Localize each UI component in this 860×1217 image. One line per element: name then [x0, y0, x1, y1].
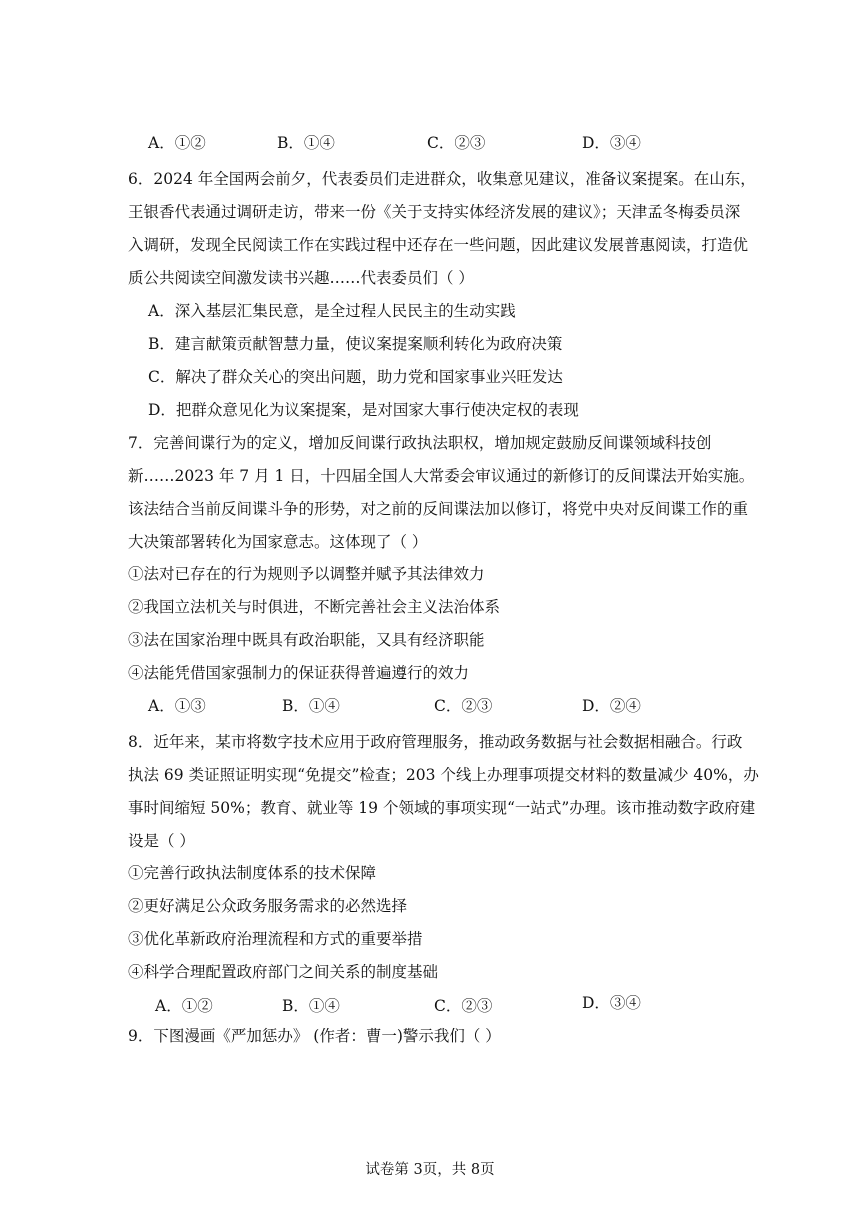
- q7-option-b: B．①④: [282, 697, 340, 715]
- q7-stem-line-2: 新……2023 年 7 月 1 日，十四届全国人大常委会审议通过的新修订的反间谍法开始实施。: [128, 467, 755, 485]
- q7-option-d: D．②④: [582, 697, 641, 715]
- q7-statement-3: ③法在国家治理中既具有政治职能，又具有经济职能: [128, 631, 485, 649]
- q7-stem-line-3: 该法结合当前反间谍斗争的形势，对之前的反间谍法加以修订，将党中央对反间谍工作的重: [128, 500, 749, 518]
- q8-option-c: C．②③: [434, 997, 493, 1015]
- q6-stem-line-4: 质公共阅读空间激发读书兴趣……代表委员们（ ）: [128, 269, 474, 287]
- q8-stem-line-4: 设是（ ）: [128, 832, 195, 850]
- q7-stem-line-1: 7．完善间谍行为的定义，增加反间谍行政执法职权，增加规定鼓励反间谍领域科技创: [128, 434, 712, 452]
- page-footer: 试卷第 3页，共 8页: [365, 1162, 495, 1178]
- q6-stem-line-3: 入调研，发现全民阅读工作在实践过程中还存在一些问题，因此建议发展普惠阅读，打造优: [128, 236, 749, 254]
- q5-option-b: B．①④: [277, 134, 335, 152]
- q7-statement-4: ④法能凭借国家强制力的保证获得普遍遵行的效力: [128, 664, 470, 682]
- q8-option-a: A．①②: [155, 997, 213, 1015]
- q5-option-c: C．②③: [427, 134, 486, 152]
- q6-choice-a: A．深入基层汇集民意，是全过程人民民主的生动实践: [148, 302, 516, 320]
- q7-stem-line-4: 大决策部署转化为国家意志。这体现了（ ）: [128, 533, 428, 551]
- q8-statement-4: ④科学合理配置政府部门之间关系的制度基础: [128, 963, 439, 981]
- q8-stem-line-1: 8．近年来，某市将数字技术应用于政府管理服务，推动政务数据与社会数据相融合。行政: [128, 733, 743, 751]
- q6-choice-c: C．解决了群众关心的突出问题，助力党和国家事业兴旺发达: [148, 368, 563, 386]
- q8-statement-1: ①完善行政执法制度体系的技术保障: [128, 864, 377, 882]
- q8-option-b: B．①④: [282, 997, 340, 1015]
- q8-stem-line-2: 执法 69 类证照证明实现“免提交”检查；203 个线上办理事项提交材料的数量减少 40%，办: [128, 766, 759, 784]
- q8-option-d: D．③④: [582, 994, 641, 1012]
- q8-statement-3: ③优化革新政府治理流程和方式的重要举措: [128, 930, 423, 948]
- q5-option-d: D．③④: [582, 134, 641, 152]
- q9-stem: 9．下图漫画《严加惩办》 (作者：曹一)警示我们（ ）: [128, 1027, 501, 1045]
- q8-stem-line-3: 事时间缩短 50%；教育、就业等 19 个领域的事项实现“一站式”办理。该市推动数字政府建: [128, 799, 756, 817]
- q8-statement-2: ②更好满足公众政务服务需求的必然选择: [128, 897, 408, 915]
- q6-choice-d: D．把群众意见化为议案提案，是对国家大事行使决定权的表现: [148, 401, 579, 419]
- q7-statement-2: ②我国立法机关与时俱进，不断完善社会主义法治体系: [128, 598, 501, 616]
- q6-stem-line-1: 6．2024 年全国两会前夕，代表委员们走进群众，收集意见建议，准备议案提案。在山东，: [128, 170, 756, 188]
- q6-stem-line-2: 王银香代表通过调研走访，带来一份《关于支持实体经济发展的建议》；天津孟冬梅委员深: [128, 203, 741, 221]
- q6-choice-b: B．建言献策贡献智慧力量，使议案提案顺利转化为政府决策: [148, 335, 563, 353]
- q7-statement-1: ①法对已存在的行为规则予以调整并赋予其法律效力: [128, 565, 485, 583]
- q5-option-a: A．①②: [148, 134, 206, 152]
- q7-option-c: C．②③: [434, 697, 493, 715]
- q7-option-a: A．①③: [148, 697, 206, 715]
